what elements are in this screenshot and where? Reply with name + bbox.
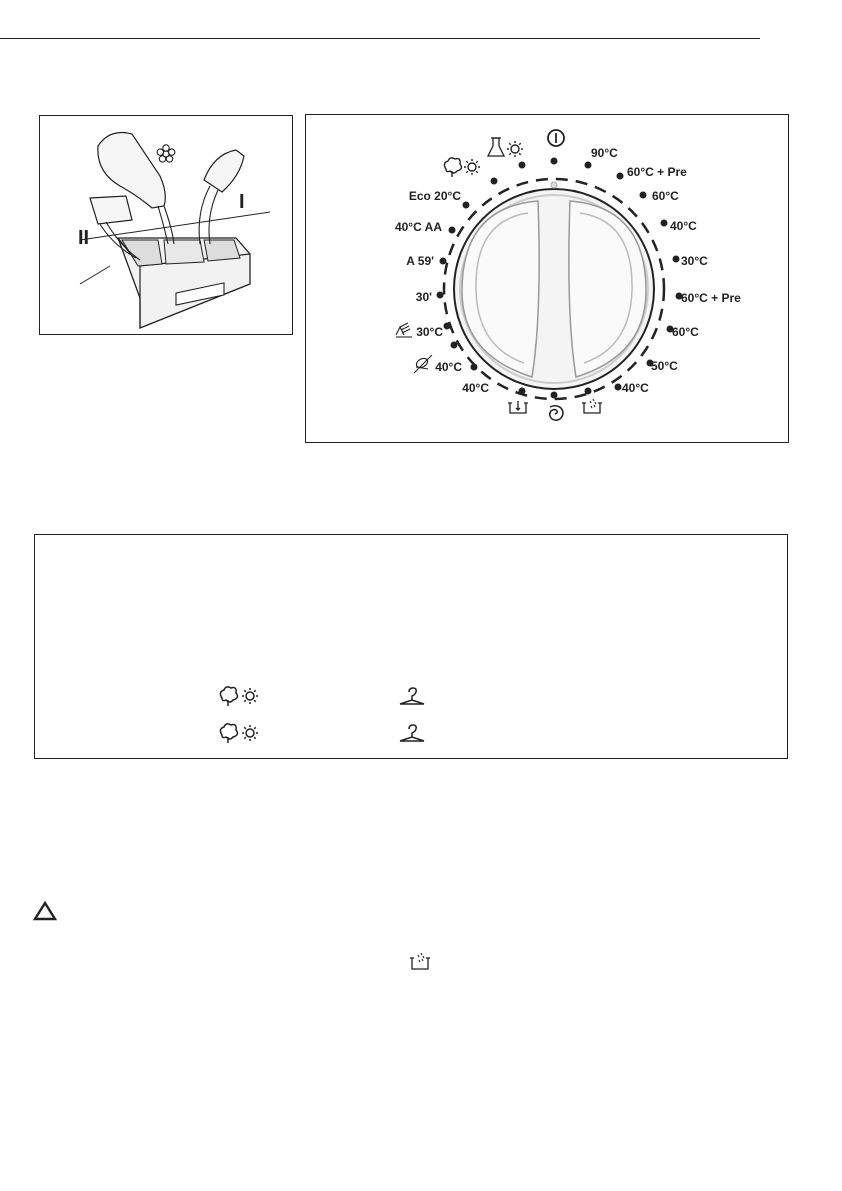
program-info-box: [34, 534, 788, 759]
hanger-icon-2: [400, 725, 424, 741]
dial-label-60c-1: 60°C: [652, 189, 679, 203]
cotton-sun-icon-2: [220, 724, 258, 743]
compartment-label-i: I: [239, 191, 245, 213]
dial-label-hand-30c: 30°C: [416, 325, 443, 339]
hanger-icon: [400, 688, 424, 704]
warning-triangle-icon: [32, 900, 58, 922]
dial-label-40c-3: 40°C: [462, 381, 489, 395]
wool-icon: [414, 355, 432, 373]
program-dial-figure: [305, 114, 789, 443]
cotton-icon: [444, 158, 461, 177]
dial-label-90c: 90°C: [591, 146, 618, 160]
dial-label-wool-40c: 40°C: [435, 360, 462, 374]
rinse-icon: [582, 399, 602, 413]
flask-icon: [488, 138, 504, 156]
dial-label-40c-aa: 40°C AA: [394, 220, 442, 234]
dial-label-eco-20c: Eco 20°C: [408, 189, 461, 203]
dial-drawing: [306, 115, 788, 442]
power-icon: [548, 130, 564, 146]
cotton-sun-icon: [220, 687, 258, 706]
top-rule: [0, 0, 760, 39]
rinse-basin-icon: [408, 950, 432, 974]
drain-icon: [508, 401, 528, 413]
dial-label-50c: 50°C: [651, 359, 678, 373]
dial-label-30c-1: 30°C: [681, 254, 708, 268]
hand-wash-icon: [396, 323, 412, 337]
dial-label-60c-pre-2: 60°C + Pre: [681, 291, 741, 305]
dispenser-illustration: [39, 115, 293, 335]
dial-label-40c-1: 40°C: [670, 219, 697, 233]
dial-label-60c-2: 60°C: [672, 325, 699, 339]
dial-label-40c-2: 40°C: [622, 381, 649, 395]
dial-label-30min: 30': [415, 290, 432, 304]
flower-icon: [157, 145, 175, 162]
spin-icon: [550, 406, 563, 421]
sun-icon-2: [507, 141, 523, 157]
dial-indicator: [551, 182, 557, 188]
compartment-label-ii: II: [78, 227, 90, 249]
sun-icon: [464, 159, 480, 175]
legend-icons: [35, 535, 787, 758]
dispenser-drawing: [40, 116, 292, 334]
dial-label-a59: A 59': [406, 254, 434, 268]
dial-label-60c-pre-1: 60°C + Pre: [627, 165, 687, 179]
